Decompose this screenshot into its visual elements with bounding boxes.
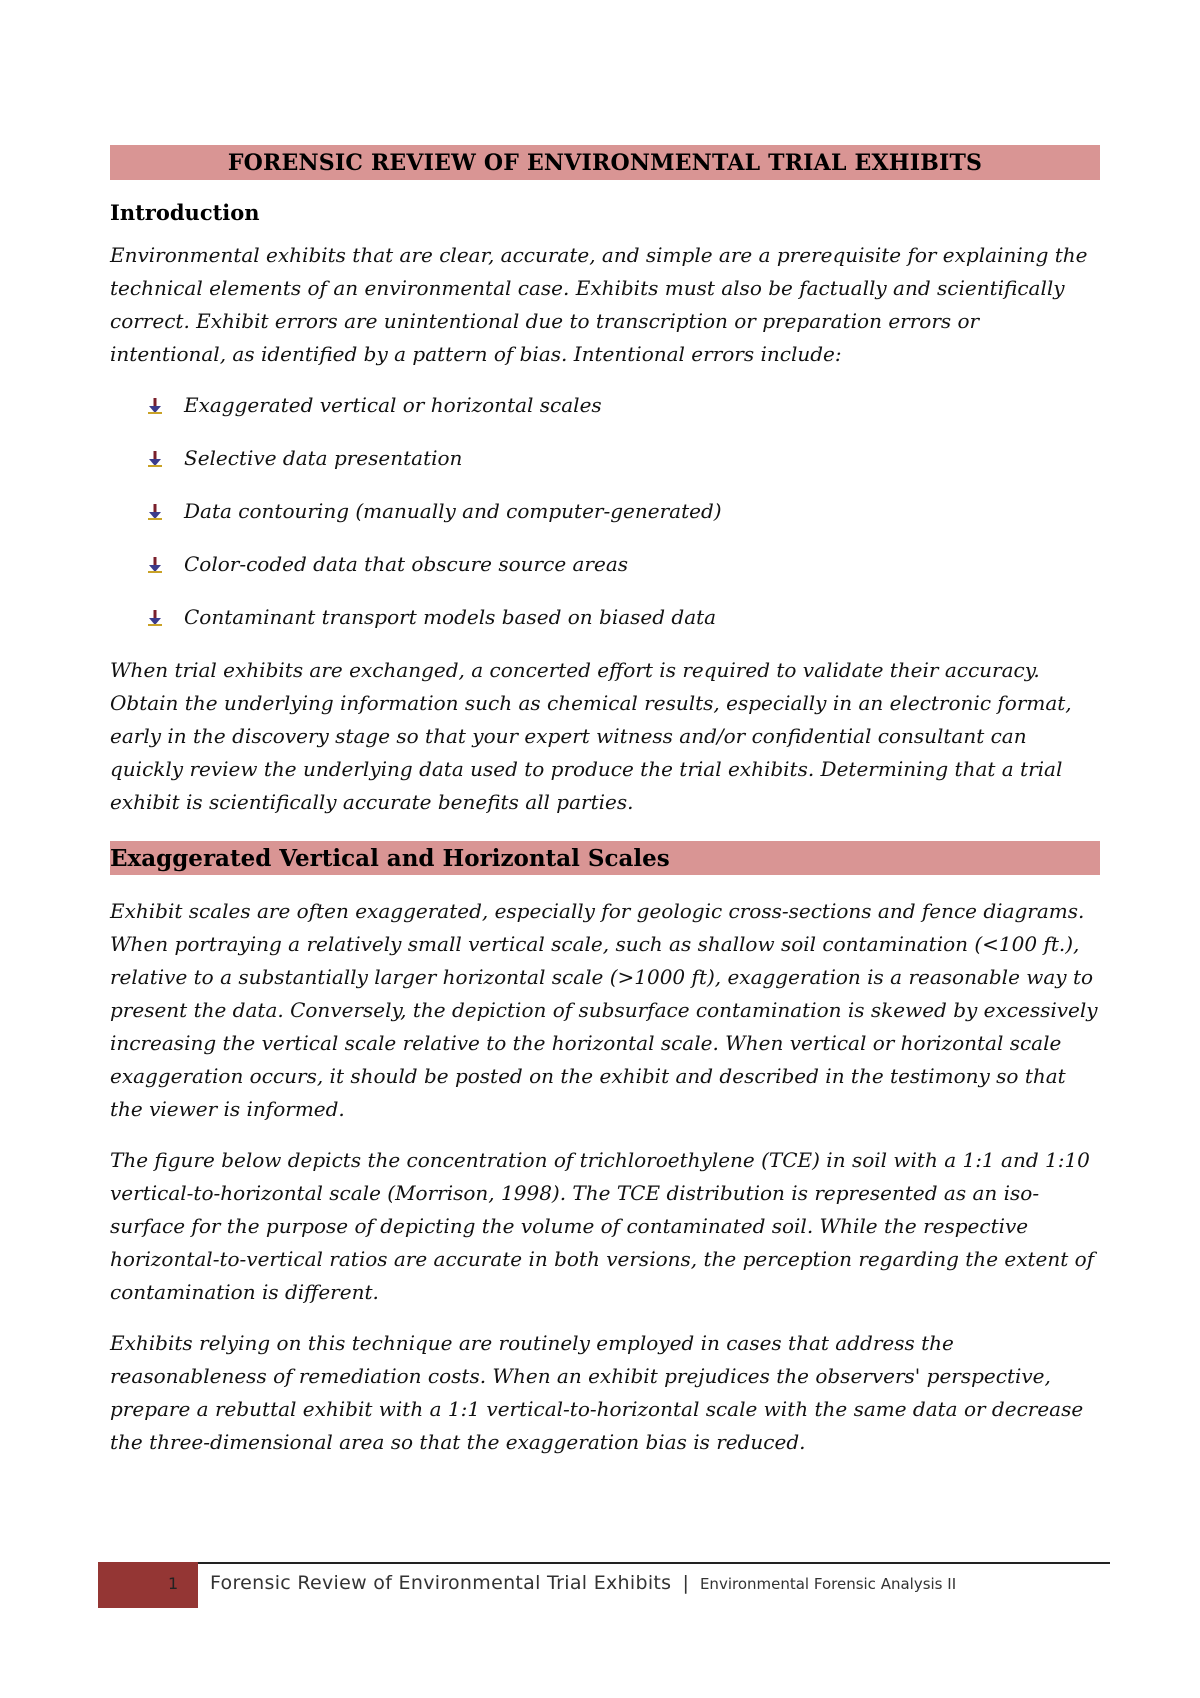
intro-paragraph: Environmental exhibits that are clear, accurate, and simple are a prerequisite for explaining the technical elements of an environmental case. Exhibits must also be factually and scientifically correct. Exhibit errors are unintentional due to transcription or preparation errors or intentional, as identified by a pattern of bias. Intentional errors include: — [110, 243, 1088, 366]
intentional-errors-list — [110, 389, 1100, 634]
list-item-text: Contaminant transport models based on biased data — [184, 605, 717, 629]
closing-paragraph: When trial exhibits are exchanged, a concerted effort is required to validate their accuracy. Obtain the underlying information such as chemical results, especially in an electronic format, early in the discovery stage so that your expert witness and/or confidential consultant can quickly review the underlying data used to produce the trial exhibits. Determining that a trial exhibit is scientifically accurate benefits all parties. — [110, 658, 1072, 814]
down-arrow-bullet-icon — [110, 610, 184, 626]
down-arrow-bullet-icon — [110, 557, 184, 573]
page-number: 1 — [168, 1574, 179, 1593]
list-item-text: Exaggerated vertical or horizontal scales — [184, 393, 602, 417]
document-page — [110, 145, 1100, 1477]
footer-course-name: Environmental Forensic Analysis II — [699, 1575, 957, 1593]
section-paragraph-1: Exhibit scales are often exaggerated, especially for geologic cross-sections and fence diagrams. When portraying a relatively small vertical scale, such as shallow soil contamination (<100 ft.), relative to a substantially larger horizontal scale (>1000 ft), exaggeration is a reasonable way to present the data. Conversely, the depiction of subsurface contamination is skewed by excessively increasing the vertical scale relative to the horizontal scale. When vertical or horizontal scale exaggeration occurs, it should be posted on the exhibit and described in the testimony so that the viewer is informed. — [110, 899, 1098, 1121]
intro-heading: Introduction — [110, 200, 260, 225]
list-item — [110, 442, 1100, 475]
down-arrow-bullet-icon — [110, 451, 184, 467]
list-item — [110, 601, 1100, 634]
list-item-text: Color-coded data that obscure source areas — [184, 552, 629, 576]
footer-accent-block — [98, 1562, 198, 1608]
list-item — [110, 389, 1100, 422]
section-paragraph-3: Exhibits relying on this technique are routinely employed in cases that address the reasonableness of remediation costs. When an exhibit prejudices the observers' perspective, prepare a rebuttal exhibit with a 1:1 vertical-to-horizontal scale with the same data or decrease the three-dimensional area so that the exaggeration bias is reduced. — [110, 1331, 1084, 1454]
list-item — [110, 548, 1100, 581]
footer-separator: | — [682, 1572, 689, 1594]
footer-document-title: Forensic Review of Environmental Trial Exhibits — [210, 1572, 672, 1594]
section-heading: Exaggerated Vertical and Horizontal Scales — [110, 841, 1100, 875]
footer-rule — [198, 1562, 1110, 1564]
section-paragraph-2: The figure below depicts the concentration of trichloroethylene (TCE) in soil with a 1:1 and 1:10 vertical-to-horizontal scale (Morrison, 1998). The TCE distribution is represented as an iso-surface for the purpose of depicting the volume of contaminated soil. While the respective horizontal-to-vertical ratios are accurate in both versions, the perception regarding the extent of contamination is different. — [110, 1148, 1095, 1304]
list-item-text: Selective data presentation — [184, 446, 463, 470]
footer-text — [210, 1572, 956, 1594]
list-item — [110, 495, 1100, 528]
document-title: FORENSIC REVIEW OF ENVIRONMENTAL TRIAL EXHIBITS — [110, 145, 1100, 180]
page-footer — [98, 1562, 1110, 1606]
down-arrow-bullet-icon — [110, 398, 184, 414]
list-item-text: Data contouring (manually and computer-generated) — [184, 499, 722, 523]
down-arrow-bullet-icon — [110, 504, 184, 520]
